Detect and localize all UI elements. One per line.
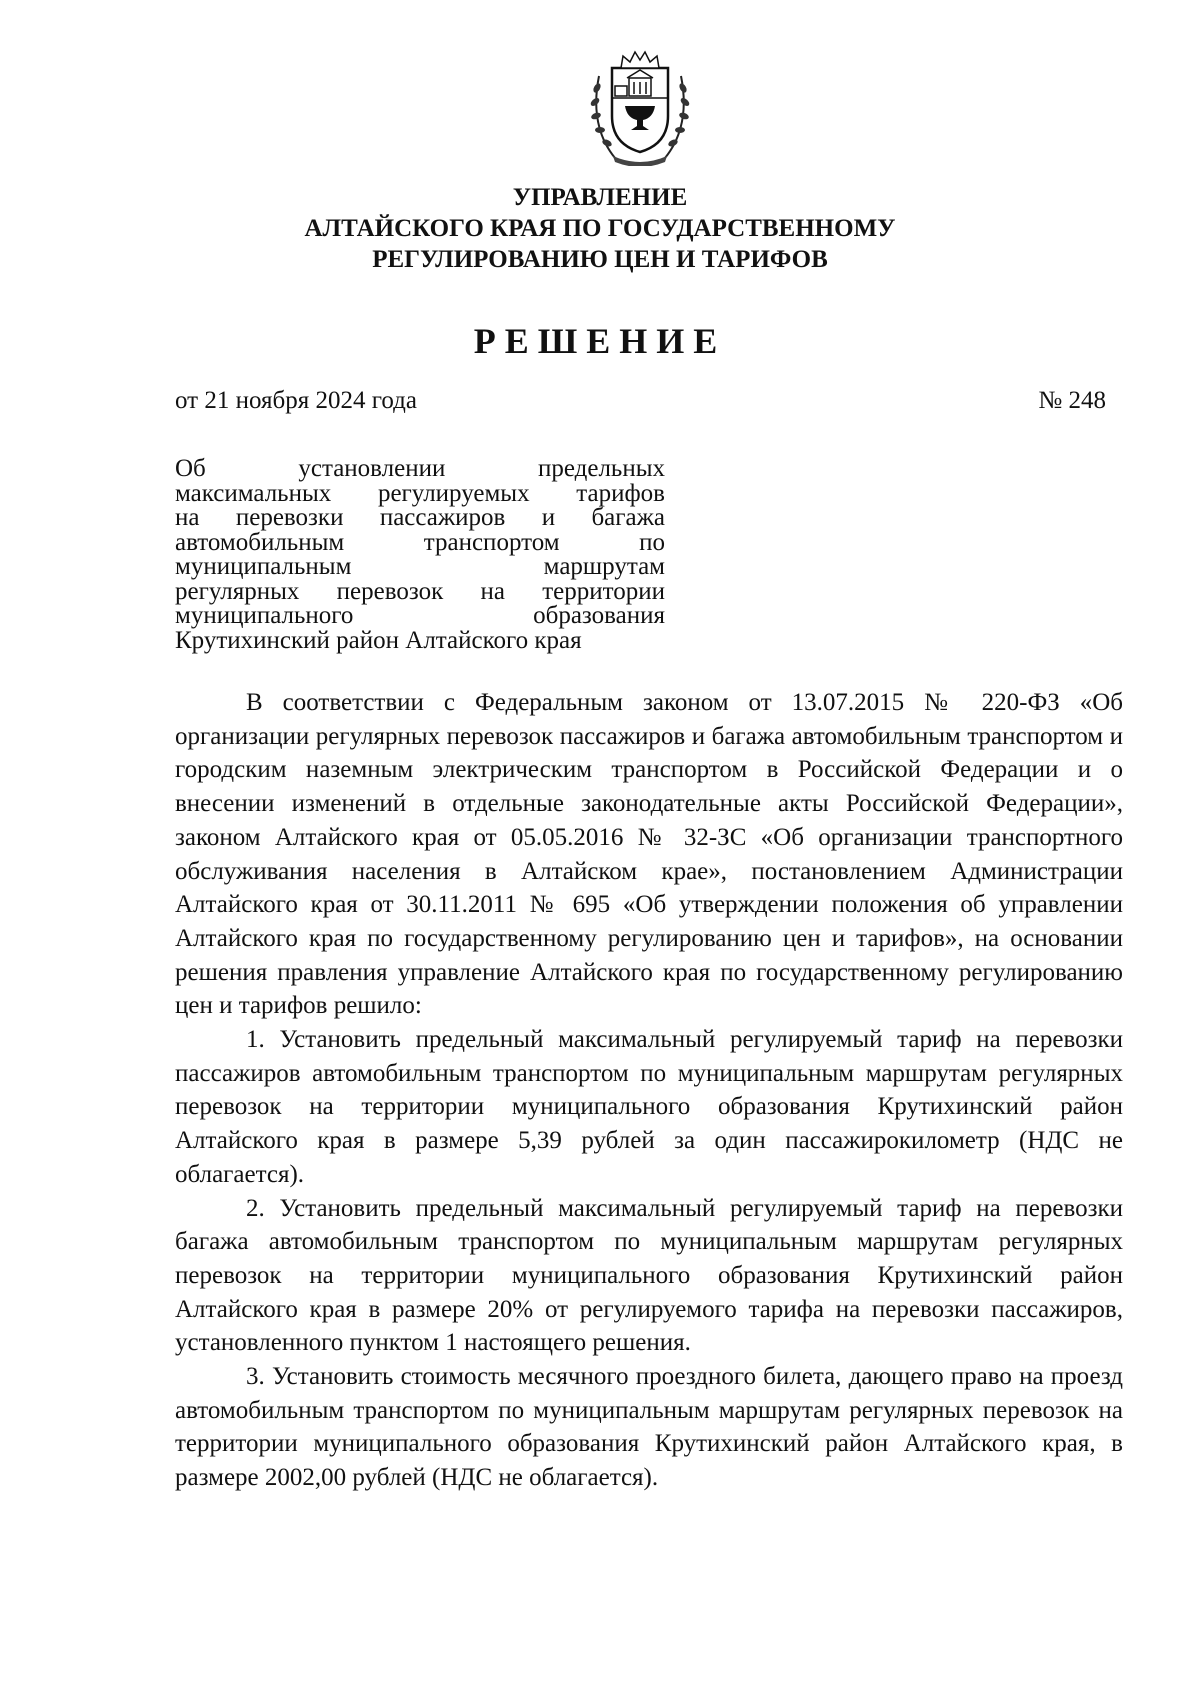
subject-line: муниципального образования: [175, 602, 665, 629]
altai-coat-of-arms-icon: [585, 46, 695, 166]
body-item: 2. Установить предельный максимальный регулируемый тариф на перевозки багажа автомобильным транспортом по муниципальным маршрутам регулярных перевозок на территории муниципального образования Крутихинский район Алтайского края в размере 20% от регулируемого тарифа на перевозки пассажиров, установленного пунктом 1 настоящего решения.: [175, 1194, 1123, 1357]
subject-line: регулярных перевозок на территории: [175, 577, 665, 605]
body-item: 1. Установить предельный максимальный регулируемый тариф на перевозки пассажиров автомобильным транспортом по муниципальным маршрутам регулярных перевозок на территории муниципального образования Крутихинский район Алтайского края в размере 5,39 рублей за один пассажирокилометр (НДС не облагается).: [175, 1026, 1123, 1188]
subject-line: Крутихинский район Алтайского края: [175, 626, 582, 654]
subject-line: муниципальным маршрутам: [175, 553, 665, 580]
subject-line: автомобильным транспортом по: [175, 528, 665, 556]
document-body: [175, 686, 1123, 1495]
document-date: от 21 ноября 2024 года: [175, 387, 417, 414]
document-type-heading: РЕШЕНИЕ: [473, 321, 727, 361]
agency-name-line: УПРАВЛЕНИЕ: [512, 184, 688, 211]
subject-line: на перевозки пассажиров и багажа: [175, 504, 665, 531]
subject-line: максимальных регулируемых тарифов: [175, 479, 665, 507]
body-preamble: В соответствии с Федеральным законом от 13.07.2015 № 220-ФЗ «Об организации регулярных перевозок пассажиров и багажа автомобильным транспортом и городским наземным электрическим транспортом в Российской Федерации и о внесении изменений в отдельные законодательные акты Российской Федерации», законом Алтайского края от 05.05.2016 № 32-ЗС «Об организации транспортного обслуживания населения в Алтайском крае», постановлением Администрации Алтайского края от 30.11.2011 № 695 «Об утверждении положения об управлении Алтайского края по государственному регулированию цен и тарифов», на основании решения правления управление Алтайского края по государственному регулированию цен и тарифов решило:: [175, 689, 1123, 1020]
document-subject: [175, 457, 665, 653]
agency-name: [0, 182, 1200, 275]
body-item: 3. Установить стоимость месячного проездного билета, дающего право на проезд автомобильным транспортом по муниципальным маршрутам регулярных перевозок на территории муниципального образования Крутихинский район Алтайского края, в размере 2002,00 рублей (НДС не облагается).: [175, 1363, 1123, 1492]
subject-line: Об установлении предельных: [175, 455, 665, 482]
agency-name-line: РЕГУЛИРОВАНИЮ ЦЕН И ТАРИФОВ: [372, 246, 828, 273]
agency-name-line: АЛТАЙСКОГО КРАЯ ПО ГОСУДАРСТВЕННОМУ: [304, 215, 896, 242]
document-number: № 248: [1038, 387, 1106, 414]
